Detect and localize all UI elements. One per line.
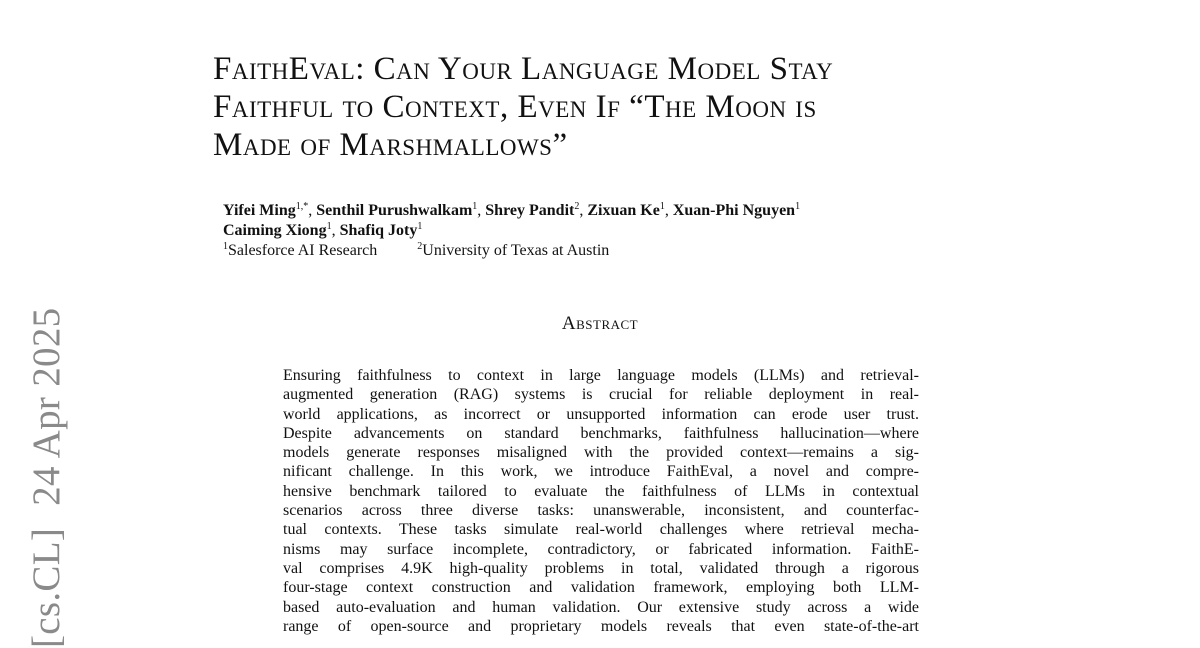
- author-affiliation-mark: 1,*: [295, 201, 309, 212]
- author-affiliation-mark: 1: [326, 221, 332, 232]
- arxiv-date: 24 Apr 2025: [25, 307, 68, 506]
- paper-title: [213, 50, 1013, 164]
- abstract-line: tual contexts. These tasks simulate real-world challenges where retrieval mecha-: [283, 521, 919, 539]
- abstract-line: world applications, as incorrect or unsupported information can erode user trust.: [283, 405, 919, 423]
- abstract-line: range of open-source and proprietary models reveals that even state-of-the-art: [283, 617, 919, 635]
- author-block: [223, 201, 983, 261]
- author-name: Yifei Ming: [223, 202, 296, 219]
- author-affiliation-mark: 2: [574, 201, 580, 212]
- author-name: Senthil Purushwalkam: [316, 202, 473, 219]
- affiliation-text: University of Texas at Austin: [422, 242, 610, 259]
- author-affiliation-mark: 1: [472, 201, 478, 212]
- author-name: Zixuan Ke: [587, 202, 660, 219]
- author-line: Yifei Ming$^{1,*}$, Senthil Purushwalkam$^1$, Shrey Pandit$^2$, Zixuan Ke$^1$, Xuan-Phi Nguyen$^1$: [223, 201, 801, 219]
- author-name: Shafiq Joty: [339, 222, 418, 239]
- affiliation-mark: 2: [417, 241, 423, 252]
- abstract-body: [283, 366, 919, 636]
- abstract-heading: Abstract: [561, 313, 639, 334]
- author-name: Caiming Xiong: [223, 222, 327, 239]
- arxiv-side-stamp: [24, 308, 69, 648]
- author-name: Xuan-Phi Nguyen: [672, 202, 796, 219]
- abstract-line: Despite advancements on standard benchmarks, faithfulness hallucination—where: [283, 424, 919, 442]
- affiliation: [417, 242, 609, 259]
- affiliation-mark: 1: [223, 241, 228, 252]
- abstract-line: augmented generation (RAG) systems is crucial for reliable deployment in real-: [283, 386, 919, 404]
- abstract-line: models generate responses misaligned with the provided context—remains a sig-: [283, 444, 919, 462]
- author-name: Shrey Pandit: [485, 202, 575, 219]
- affiliation: [223, 242, 377, 259]
- title-line: FaithEval: Can Your Language Model Stay: [213, 51, 834, 87]
- author-line: Caiming Xiong$^1$, Shafiq Joty$^1$: [223, 221, 423, 239]
- abstract-line: hensive benchmark tailored to evaluate the faithfulness of LLMs in contextual: [283, 482, 919, 500]
- abstract-line: Ensuring faithfulness to context in large language models (LLMs) and retrieval-: [283, 367, 919, 384]
- abstract-line: based auto-evaluation and human validation. Our extensive study across a wide: [283, 598, 919, 616]
- affiliation-text: Salesforce AI Research: [228, 242, 378, 259]
- author-affiliation-mark: 1: [659, 201, 665, 212]
- abstract-line: four-stage context construction and validation framework, employing both LLM-: [283, 579, 919, 597]
- author-affiliation-mark: 1: [795, 201, 801, 212]
- author-affiliation-mark: 1: [417, 221, 423, 232]
- abstract-line: nisms may surface incomplete, contradictory, or fabricated information. FaithE-: [283, 540, 919, 558]
- abstract-line: val comprises 4.9K high-quality problems in total, validated through a rigorous: [283, 559, 919, 577]
- title-line: Faithful to Context, Even If “The Moon is: [213, 89, 817, 125]
- title-line: Made of Marshmallows”: [213, 127, 568, 163]
- abstract-line: scenarios across three diverse tasks: unanswerable, inconsistent, and counterfac-: [283, 502, 919, 520]
- affiliations-line: [223, 241, 983, 261]
- arxiv-category: [cs.CL]: [25, 527, 68, 648]
- abstract-line: nificant challenge. In this work, we introduce FaithEval, a novel and compre-: [283, 463, 919, 481]
